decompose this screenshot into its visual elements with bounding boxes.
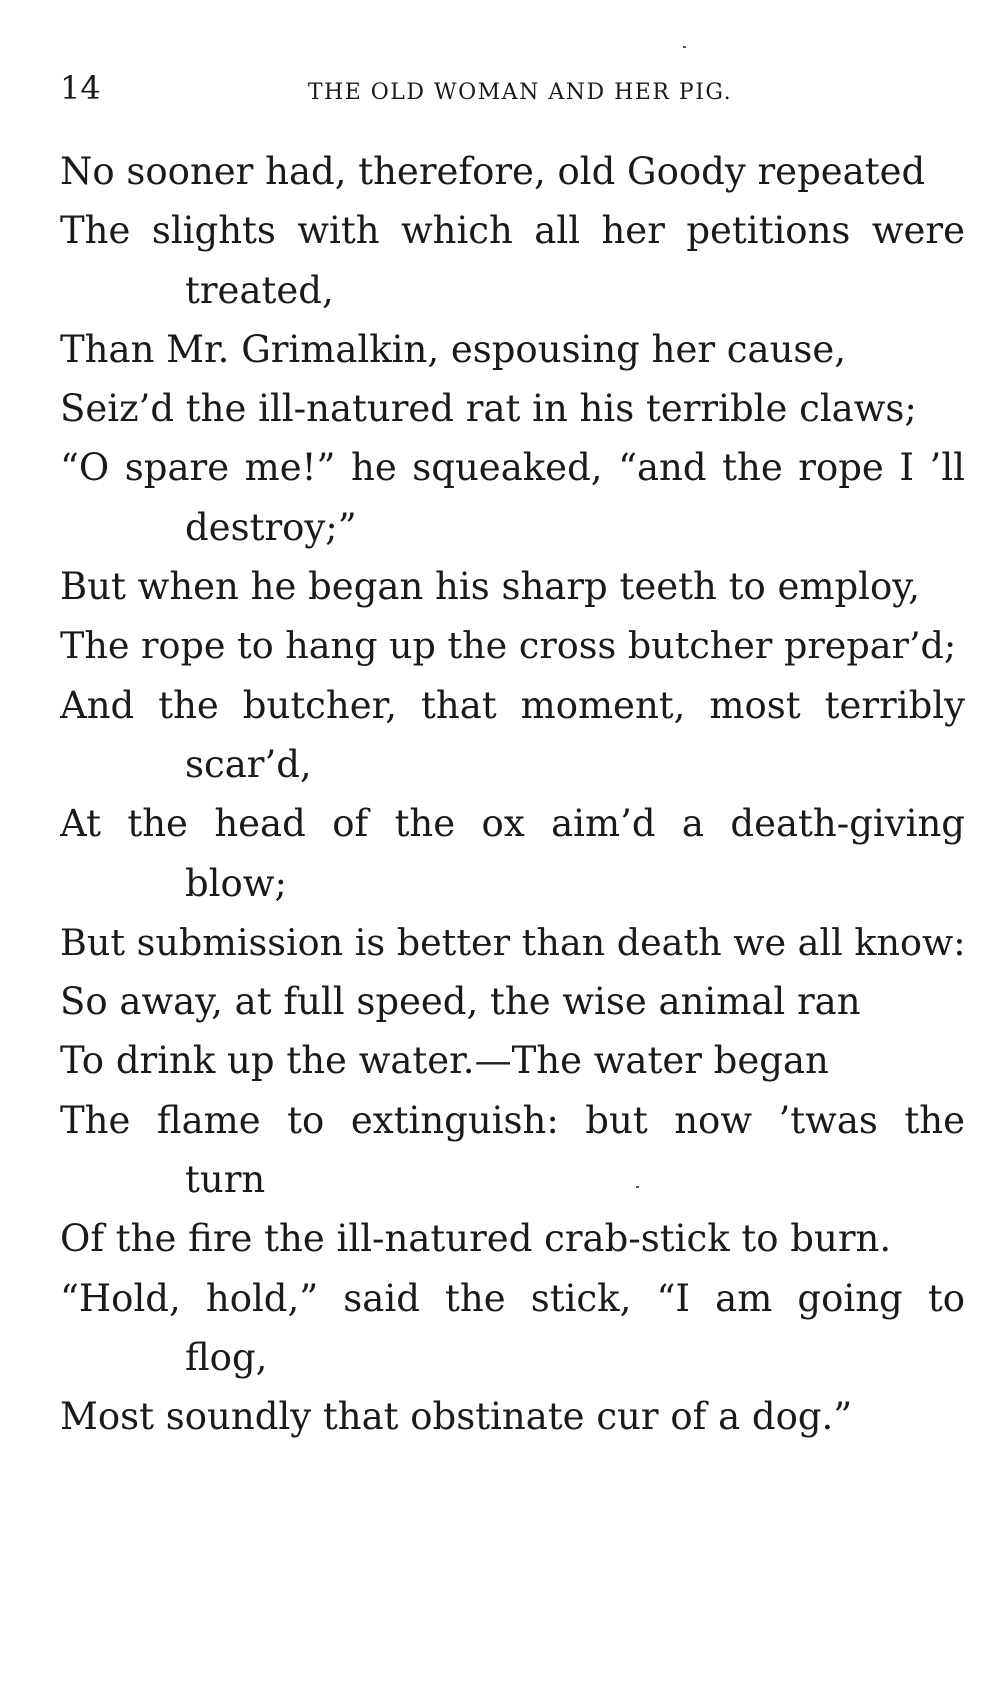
poem-line: And the butcher, that moment, most terribly <box>60 683 965 727</box>
poem-line-turnover: destroy;” <box>185 505 357 549</box>
poem-line: Of the fire the ill-natured crab-stick to burn. <box>60 1217 892 1261</box>
print-speck <box>636 1186 639 1188</box>
page-number: 14 <box>60 69 101 107</box>
poem-line: But when he began his sharp teeth to employ, <box>60 565 921 609</box>
poem-line: The flame to extinguish: but now ’twas the <box>60 1098 965 1142</box>
poem-line-turnover: turn <box>185 1158 266 1202</box>
poem-line: Than Mr. Grimalkin, espousing her cause, <box>60 327 847 371</box>
poem-line: But submission is better than death we all know: <box>60 920 966 964</box>
poem-line: The rope to hang up the cross butcher prepar’d; <box>60 624 957 668</box>
poem-line: So away, at full speed, the wise animal ran <box>60 980 861 1024</box>
poem-line: No sooner had, therefore, old Goody repeated <box>60 150 926 193</box>
print-speck <box>683 46 686 48</box>
running-head: THE OLD WOMAN AND HER PIG. <box>307 80 733 105</box>
poem-line: “Hold, hold,” said the stick, “I am going to <box>60 1276 965 1320</box>
poem-line: The slights with which all her petitions were <box>60 209 965 253</box>
poem-line-turnover: blow; <box>185 861 287 905</box>
poem-text <box>60 142 965 1447</box>
poem-line: “O spare me!” he squeaked, “and the rope I ’ll <box>60 446 965 490</box>
poem-line-turnover: treated, <box>185 268 334 312</box>
poem-line: At the head of the ox aim’d a death-giving <box>60 802 965 846</box>
poem-line-turnover: flog, <box>185 1335 268 1379</box>
poem-line: Most soundly that obstinate cur of a dog.” <box>60 1395 853 1439</box>
poem-line: Seiz’d the ill-natured rat in his terrible claws; <box>60 387 917 431</box>
poem-line: To drink up the water.—The water began <box>60 1039 829 1083</box>
poem-line-turnover: scar’d, <box>185 742 312 786</box>
